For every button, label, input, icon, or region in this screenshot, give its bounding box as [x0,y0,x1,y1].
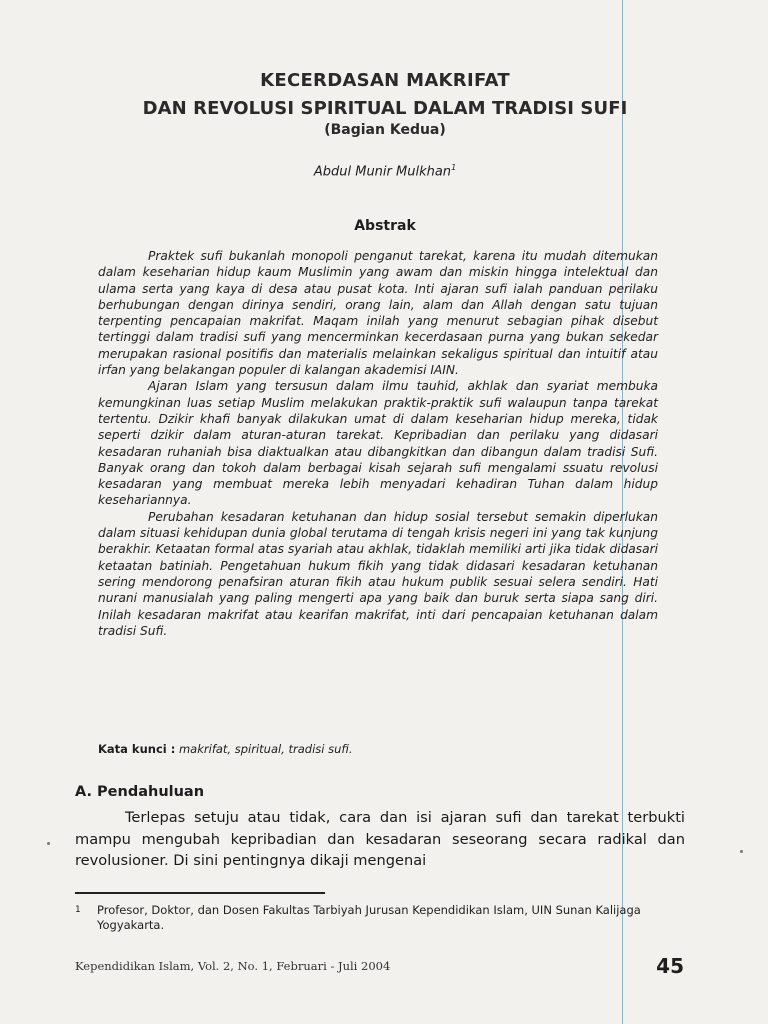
article-subtitle: (Bagian Kedua) [324,122,446,138]
footnote [75,903,685,933]
footnote-divider [75,892,325,894]
author-footnote-mark: 1 [451,163,457,172]
abstract-body [98,248,658,639]
keywords [98,742,352,756]
abstract-heading: Abstrak [354,218,416,234]
scan-speck [740,850,743,853]
article-title-line2: DAN REVOLUSI SPIRITUAL DALAM TRADISI SUFI [142,98,628,119]
abstract-paragraph: Ajaran Islam yang tersusun dalam ilmu tauhid, akhlak dan syariat membuka kemungkinan luas setiap Muslim melakukan praktik-praktik sufi walaupun tanpa tarekat tertentu. Dzikir khafi banyak dilakukan umat di dalam keseharian hidup mereka, tidak seperti dzikir dalam aturan-aturan tarekat. Kepribadian dan perilaku yang didasari kesadaran ruhaniah bisa diaktualkan atau dibangkitkan dan dibangun dalam tradisi Sufi. Banyak orang dan tokoh dalam berbagai kisah sejarah sufi mengalami ssuatu revolusi kesadaran yang membuat mereka lebih menyadari kehadiran Tuhan dalam hidup kesehariannya. [98,379,658,508]
scan-speck [47,842,50,845]
footnote-number: 1 [75,905,81,915]
section-body [75,807,685,872]
author-name: Abdul Munir Mulkhan [313,164,452,180]
keywords-label: Kata kunci : [98,742,176,756]
footnote-text: Profesor, Doktor, dan Dosen Fakultas Tarbiyah Jurusan Kependidikan Islam, UIN Sunan Kalijaga Yogyakarta. [97,903,641,932]
article-title-line1: KECERDASAN MAKRIFAT [260,70,510,91]
page-number: 45 [656,954,684,978]
abstract-paragraph: Praktek sufi bukanlah monopoli penganut tarekat, karena itu mudah ditemukan dalam keseharian hidup kaum Muslimin yang awam dan miskin hingga intelektual dan ulama serta yang kaya di desa atau pusat kota. Inti ajaran sufi ialah panduan perilaku berhubungan dengan dirinya sendiri, orang lain, alam dan Allah dengan satu tujuan terpenting pencapaian makrifat. Maqam inilah yang menurut sebagian pihak disebut tertinggi dalam tradisi sufi yang mencerminkan kecerdasaan purna yang bukan sekedar merupakan rasional positifis dan materialis melainkan sekaligus spiritual dan intuitif atau irfan yang belakangan populer di kalangan akademisi IAIN. [98,249,658,378]
section-paragraph: Terlepas setuju atau tidak, cara dan isi ajaran sufi dan tarekat terbukti mampu mengubah kepribadian dan kesadaran seseorang secara radikal dan revolusioner. Di sini pentingnya dikaji mengenai [75,809,685,869]
journal-citation: Kependidikan Islam, Vol. 2, No. 1, Februari - Juli 2004 [75,959,391,973]
abstract-paragraph: Perubahan kesadaran ketuhanan dan hidup sosial tersebut semakin diperlukan dalam situasi kehidupan dunia global terutama di tengah krisis negeri ini yang tak kunjung berakhir. Ketaatan formal atas syariah atau akhlak, tidaklah memiliki arti jika tidak didasari ketaatan batiniah. Pengetahuan hukum fikih yang tidak didasari kesadaran ketuhanan sering mendorong penafsiran aturan fikih atau hukum publik sesuai selera sendiri. Hati nurani manusialah yang paling mengerti apa yang baik dan buruk serta siapa sang diri. Inilah kesadaran makrifat atau kearifan makrifat, inti dari pencapaian ketuhanan dalam tradisi Sufi. [98,509,658,638]
section-heading: A. Pendahuluan [75,784,205,800]
author-line [80,163,690,179]
keywords-value: makrifat, spiritual, tradisi sufi. [178,742,353,756]
